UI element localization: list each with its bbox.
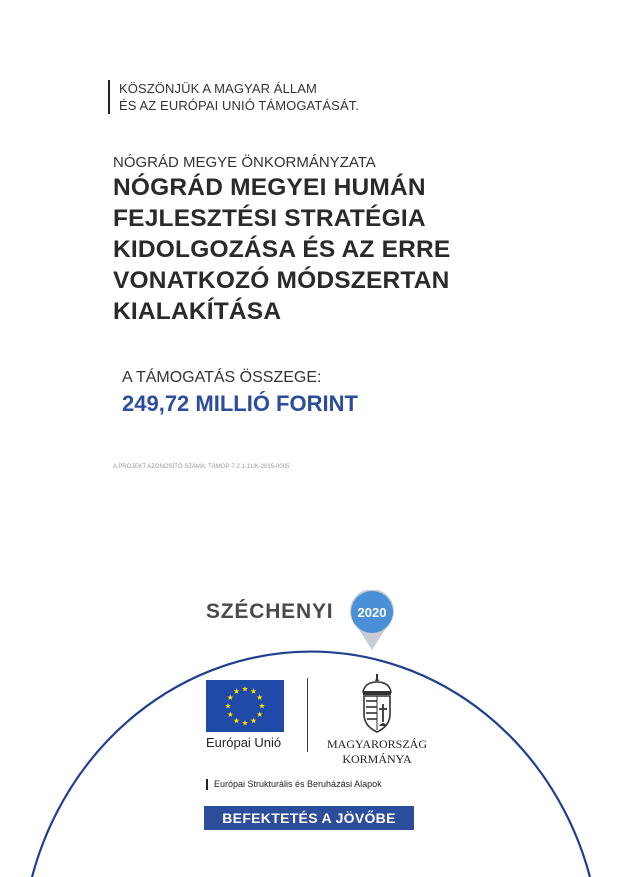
eu-star-icon — [251, 688, 257, 693]
logo-divider — [307, 678, 308, 752]
eu-star-icon — [234, 718, 240, 723]
szechenyi-2020-pin-icon — [346, 590, 398, 652]
eu-star-icon — [251, 718, 257, 723]
eu-star-icon — [242, 720, 248, 725]
government-name-line-1: MAGYARORSZÁG — [326, 737, 427, 751]
eu-star-icon — [234, 688, 240, 693]
eu-label: Európai Unió — [206, 735, 282, 750]
hungarian-coat-of-arms-icon — [355, 674, 399, 734]
support-amount-value: 249,72 MILLIÓ FORINT — [122, 391, 358, 416]
organization-name: NÓGRÁD MEGYE ÖNKORMÁNYZATA — [113, 154, 376, 171]
eu-star-icon — [257, 695, 263, 700]
eu-star-icon — [227, 695, 233, 700]
eu-star-icon — [227, 712, 233, 717]
thanks-line-2: ÉS AZ EURÓPAI UNIÓ TÁMOGATÁSÁT. — [119, 98, 360, 113]
project-title-line: KIALAKÍTÁSA — [113, 298, 282, 325]
investing-in-future-banner: BEFEKTETÉS A JÖVŐBE — [204, 806, 414, 830]
thanks-line-1: KÖSZÖNJÜK A MAGYAR ÁLLAM — [119, 81, 317, 96]
project-title-line: NÓGRÁD MEGYEI HUMÁN — [113, 174, 426, 201]
eu-star-icon — [259, 703, 265, 708]
szechenyi-logo-text: SZÉCHENYI — [206, 600, 334, 623]
government-name-line-2: KORMÁNYA — [342, 752, 412, 766]
szechenyi-year: 2020 — [357, 605, 387, 620]
eu-star-icon — [242, 686, 248, 691]
project-id: A PROJEKT AZONOSÍTÓ SZÁMA: TÁMOP-7.2.1-11/K-2015-0005 — [113, 464, 290, 470]
eu-star-icon — [225, 703, 231, 708]
project-title-line: VONATKOZÓ MÓDSZERTAN — [113, 267, 450, 294]
esif-funds-label: Európai Strukturális és Beruházási Alapok — [206, 779, 382, 790]
eu-flag-icon — [206, 680, 284, 732]
support-amount-label: A TÁMOGATÁS ÖSSZEGE: — [122, 369, 322, 386]
project-title-line: FEJLESZTÉSI STRATÉGIA — [113, 205, 426, 232]
project-title-line: KIDOLGOZÁSA ÉS AZ ERRE — [113, 236, 451, 263]
eu-star-icon — [257, 712, 263, 717]
